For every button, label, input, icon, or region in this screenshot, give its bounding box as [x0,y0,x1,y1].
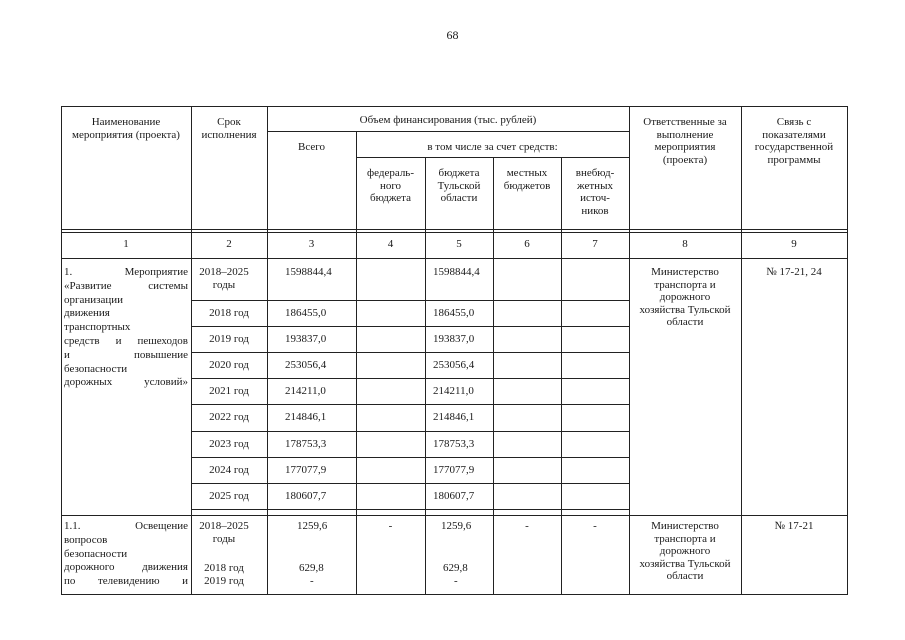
row-term: 2019 год [204,575,244,587]
row-total: 253056,4 [285,359,327,371]
year-row-rule [191,483,630,484]
row-regional: 629,8 [443,562,468,574]
header-name: Наименование мероприятия (проекта) [72,116,180,141]
row-regional: 1259,6 [441,520,472,532]
measure-responsible: Министерство транспорта и дорожного хозяйства Тульской области [639,266,731,329]
measure-name-line: и повышение [64,348,188,361]
table-bottom-rule [61,594,848,595]
measure-responsible: Министерство транспорта и дорожного хозяйства Тульской области [639,520,731,583]
year-row-rule [191,509,630,510]
year-row-rule [191,378,630,379]
row-regional: - [454,575,458,587]
row-total: 178753,3 [285,438,327,450]
header-local: местных бюджетов [503,167,551,192]
row-total: 177077,9 [285,464,327,476]
header-funding: Объем финансирования (тыс. рублей) [359,114,537,126]
row-term: 2022 год [209,411,249,423]
numbers-top-rule [61,232,848,233]
year-row-rule [191,300,630,301]
row-term: 2018 год [209,307,249,319]
row-regional: 1598844,4 [433,266,480,278]
measure-name-line: организации [64,293,124,306]
measure-name-line: 1. Мероприятие [64,266,188,278]
column-number: 6 [524,238,530,250]
measure-name-line: средств и пешеходов [64,335,188,347]
row-regional: 214211,0 [433,385,474,397]
row-term: 2024 год [209,464,249,476]
table-right-rule [847,106,848,595]
row-regional: 214846,1 [433,411,475,423]
column-number: 8 [682,238,688,250]
column-rule [425,157,426,595]
year-row-rule [191,404,630,405]
measure-rule [61,515,848,516]
measure-name-line: по телевидению и [64,575,188,588]
column-rule [629,106,630,595]
page-number: 68 [446,28,459,42]
measure-name-line: безопасности [64,362,128,375]
row-total: 186455,0 [285,307,327,319]
row-total: 214846,1 [285,411,327,423]
row-total: 1598844,4 [285,266,332,278]
header-indicators: Связь с показателями государственной программы [754,116,834,166]
row-term: 2025 год [209,490,249,502]
column-number: 3 [308,238,315,250]
measure-name-line: дорожных условий» [64,376,188,389]
row-total: 1259,6 [297,520,328,532]
row-total: 193837,0 [285,333,327,345]
year-row-rule [191,326,630,327]
row-federal: - [388,520,393,532]
numbers-bottom-rule [61,258,848,259]
year-row-rule [191,431,630,432]
column-number: 5 [456,238,462,250]
measure-name-line: 1.1. Освещение [64,520,188,532]
header-responsible: Ответственные за выполнение мероприятия (проекта) [643,116,727,166]
row-term: 2018–2025 годы [199,520,249,545]
row-extra: - [593,520,597,532]
row-regional: 253056,4 [433,359,475,371]
header-total: Всего [298,141,325,153]
year-row-rule [191,352,630,353]
table-left-rule [61,106,62,595]
row-regional: 180607,7 [433,490,475,502]
row-term: 2018–2025 годы [199,266,249,291]
header-including: в том числе за счет средств: [427,141,558,153]
row-regional: 178753,3 [433,438,475,450]
row-regional: 186455,0 [433,307,475,319]
column-number: 2 [226,238,232,250]
row-term: 2021 год [209,385,249,397]
header-regional: бюджета Тульской области [437,167,481,205]
row-term: 2020 год [209,359,249,371]
table-top-rule [61,106,848,107]
row-total: 629,8 [299,562,324,574]
measure-name-line: безопасности [64,547,128,560]
column-number: 1 [123,238,129,250]
row-regional: 177077,9 [433,464,475,476]
header-extra: внебюд-жетных источ-ников [575,167,615,217]
header-bottom-rule [61,229,848,230]
measure-indicators: № 17-21 [774,520,814,532]
measure-name-line: движения [64,307,110,320]
column-rule [191,106,192,595]
column-rule [267,106,268,595]
column-number: 7 [592,238,598,250]
column-number: 4 [387,238,394,250]
year-row-rule [191,457,630,458]
measure-name-line: дорожного движения [64,561,188,574]
measure-name-line: вопросов [64,533,108,546]
row-regional: 193837,0 [433,333,475,345]
funding-header-rule [267,131,630,132]
row-term: 2019 год [209,333,249,345]
measure-name-line: транспортных [64,321,131,334]
row-total: 214211,0 [285,385,326,397]
header-term: Срок исполнения [201,116,257,141]
row-term: 2023 год [209,438,249,450]
row-term: 2018 год [204,562,244,574]
measure-name-line: «Развитие системы [64,279,188,292]
row-total: - [310,575,314,587]
column-number: 9 [791,238,797,250]
row-local: - [525,520,529,532]
row-total: 180607,7 [285,490,327,502]
measure-indicators: № 17-21, 24 [766,266,822,278]
header-federal: федераль-ного бюджета [367,167,414,205]
